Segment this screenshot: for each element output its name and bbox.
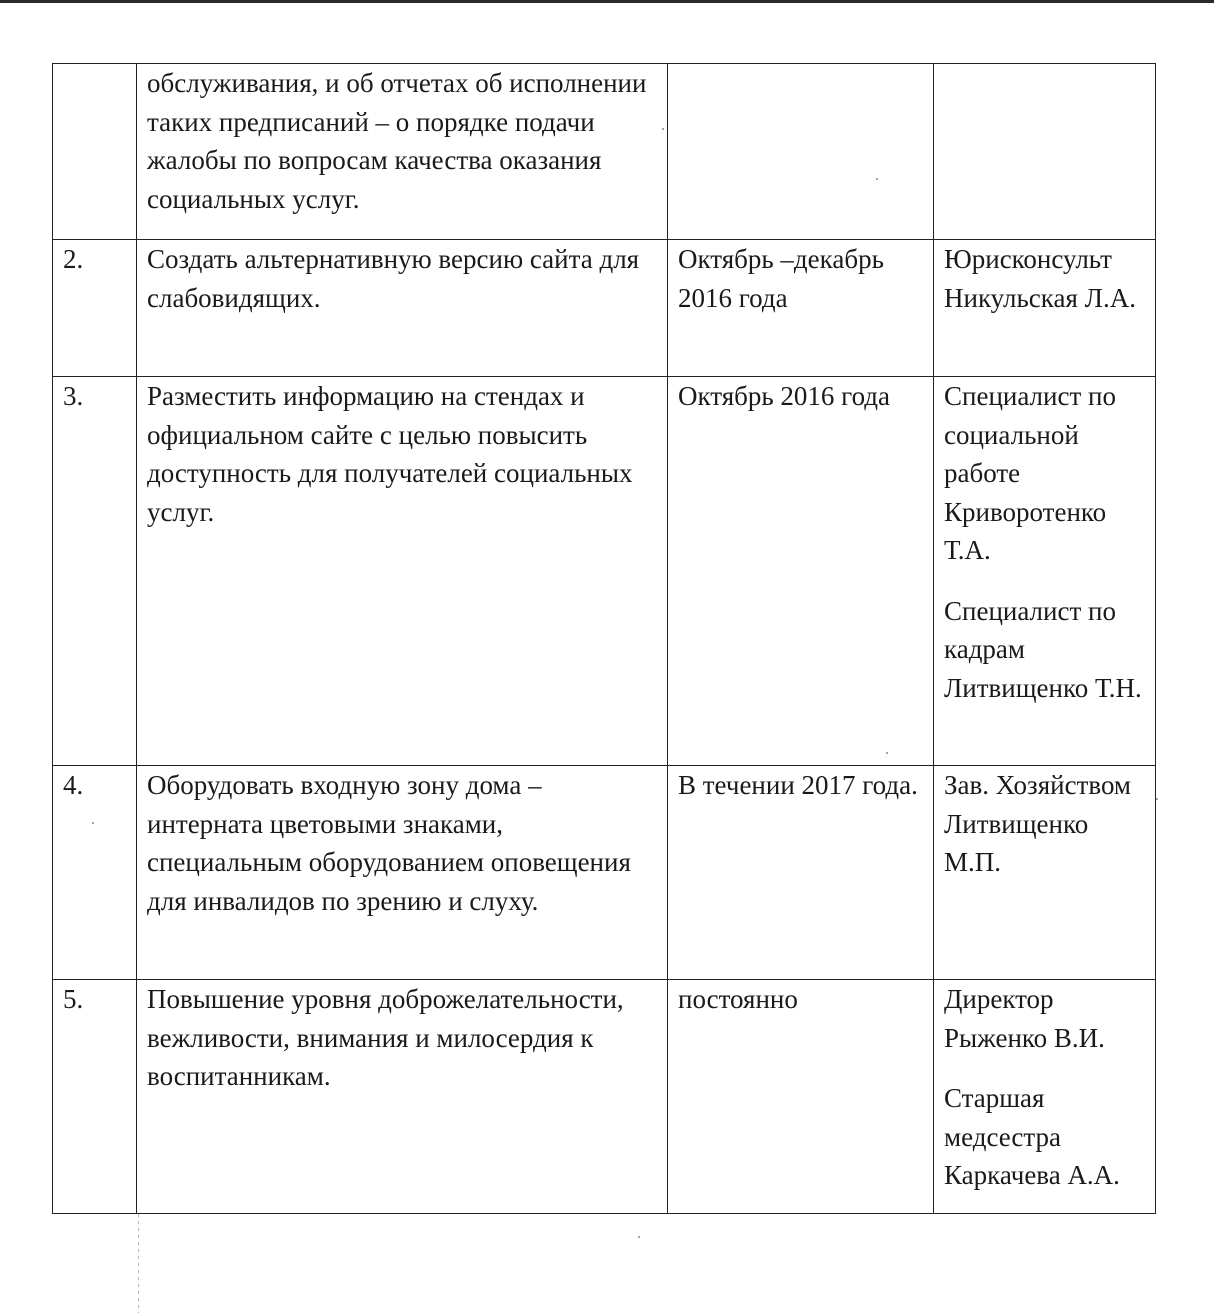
responsible-cell xyxy=(934,377,1156,766)
deadline-cell: постоянно xyxy=(668,980,934,1214)
responsible-person: Зав. Хозяйством Литвищенко М.П. xyxy=(944,770,1132,877)
responsible-person: Специалист по социальной работе Криворотенко Т.А. xyxy=(944,381,1116,565)
scan-top-edge xyxy=(0,0,1214,3)
action-plan-table xyxy=(52,63,1156,1214)
table-row xyxy=(53,240,1156,377)
deadline-cell: Октябрь 2016 года xyxy=(668,377,934,766)
table-row xyxy=(53,766,1156,980)
deadline-cell: Октябрь –декабрь 2016 года xyxy=(668,240,934,377)
action-cell: Создать альтернативную версию сайта для слабовидящих. xyxy=(137,240,668,377)
scan-artifact-line xyxy=(138,1214,139,1313)
row-number: 4. xyxy=(53,766,137,980)
row-number xyxy=(53,64,137,240)
action-cell: Повышение уровня доброжелательности, вежливости, внимания и милосердия к воспитанникам. xyxy=(137,980,668,1214)
responsible-person: Старшая медсестра Каркачева А.А. xyxy=(944,1083,1120,1190)
action-cell: обслуживания, и об отчетах об исполнении таких предписаний – о порядке подачи жалобы по вопросам качества оказания социальных услуг. xyxy=(137,64,668,240)
table-row xyxy=(53,377,1156,766)
row-number: 3. xyxy=(53,377,137,766)
responsible-person: Директор Рыженко В.И. xyxy=(944,984,1105,1053)
scan-speck xyxy=(1156,798,1158,800)
action-cell: Оборудовать входную зону дома – интерната цветовыми знаками, специальным оборудованием оповещения для инвалидов по зрению и слуху. xyxy=(137,766,668,980)
responsible-cell xyxy=(934,980,1156,1214)
table-row xyxy=(53,980,1156,1214)
row-number: 5. xyxy=(53,980,137,1214)
table-row xyxy=(53,64,1156,240)
deadline-cell xyxy=(668,64,934,240)
responsible-cell xyxy=(934,766,1156,980)
responsible-person: Специалист по кадрам Литвищенко Т.Н. xyxy=(944,595,1142,703)
responsible-cell xyxy=(934,64,1156,240)
deadline-cell: В течении 2017 года. xyxy=(668,766,934,980)
responsible-person: Юрисконсульт Никульская Л.А. xyxy=(944,244,1136,313)
action-cell: Разместить информацию на стендах и официальном сайте с целью повысить доступность для получателей социальных услуг. xyxy=(137,377,668,766)
row-number: 2. xyxy=(53,240,137,377)
scan-speck xyxy=(638,1236,640,1238)
responsible-cell xyxy=(934,240,1156,377)
